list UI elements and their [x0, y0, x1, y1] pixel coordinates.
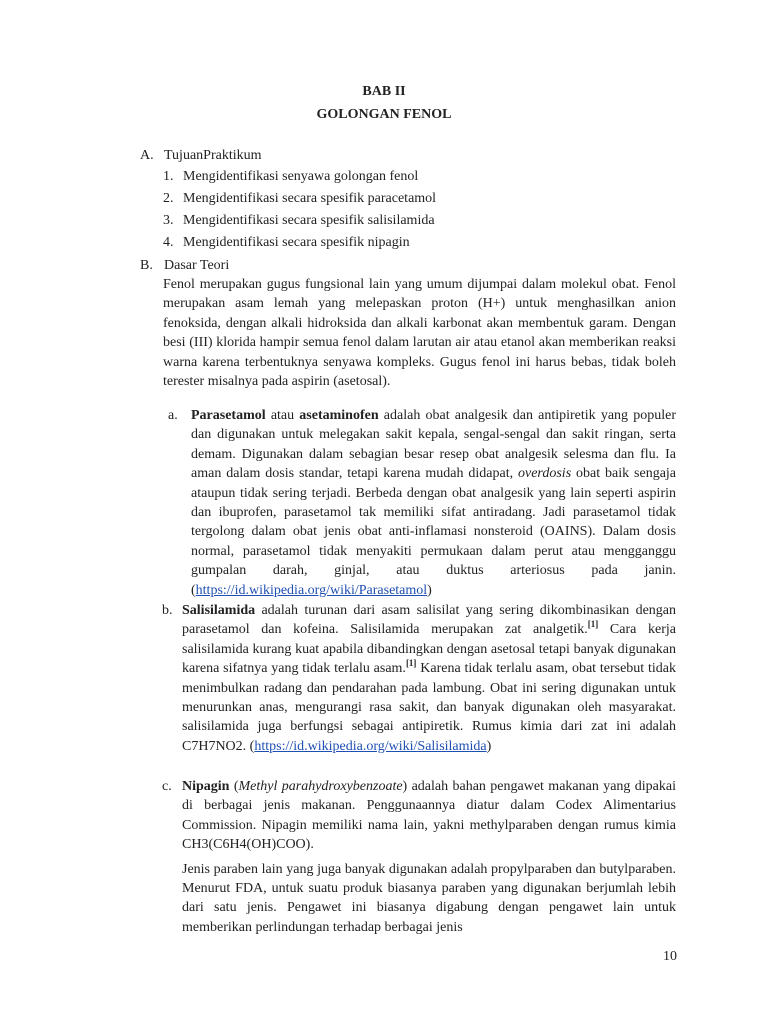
list-item-number: 4. — [163, 235, 174, 250]
text-span: ) adalah bahan pengawet makanan yang dipakai di berbagai jenis makanan. Penggunaannya diatur dalam Codex Alimentarius Commission. Nipagin memiliki nama lain, yakni methylparaben dengan rumus kimia CH3(C6H4(OH)COO). — [182, 779, 676, 853]
item-paragraph-2: Jenis paraben lain yang juga banyak digunakan adalah propylparaben dan butylparaben. Menurut FDA, untuk suatu produk biasanya paraben yang digunakan berjumlah lebih dari satu jenis. Pengawet ini biasanya digabung dengan pengawet lain untuk memberikan perlindungan terhadap berbagai jenis — [182, 861, 676, 935]
item-letter: b. — [162, 603, 173, 618]
text-span: ) — [486, 738, 492, 754]
list-item-text: Mengidentifikasi senyawa golongan fenol — [183, 169, 419, 184]
italic-chemical-name: Methyl parahydroxybenzoate — [238, 779, 403, 794]
section-a-letter: A. — [140, 148, 154, 163]
citation-marker[interactable]: [1] — [587, 619, 599, 630]
italic-overdosis: overdosis — [518, 466, 572, 482]
section-b-heading — [140, 255, 229, 277]
text-span: atau — [265, 408, 300, 423]
text-span: adalah turunan dari asam salisilat yang sering dikombinasikan dengan parasetamol dan kofeina. Salisilamida merupakan zat analgetik. — [182, 603, 676, 638]
list-item — [163, 188, 436, 210]
list-item-text: Mengidentifikasi secara spesifik salisilamida — [183, 213, 435, 228]
chapter-number: BAB II — [362, 84, 406, 99]
list-item-text: Mengidentifikasi secara spesifik paracetamol — [183, 191, 437, 206]
item-parasetamol — [168, 406, 676, 600]
text-span: Karena tidak terlalu asam, obat tersebut tidak menimbulkan radang dan pendarahan pada lambung. Obat ini sering digunakan untuk menurunkan anas, mengurangi rasa sakit, dan banyak digunakan oleh masyarakat. salisilamida juga berfungsi sebagai antipiretik. Rumus kimia dari zat ini adalah C7H7NO2. ( — [182, 661, 676, 754]
text-span: ) — [427, 582, 432, 598]
list-item-number: 1. — [163, 169, 174, 184]
item-nipagin — [162, 777, 676, 937]
list-item-number: 2. — [163, 191, 174, 206]
text-span: obat baik sengaja ataupun tidak sering terjadi. Berbeda dengan obat analgesik yang lain seperti aspirin dan ibuprofen, parasetamol tak memiliki sifat antiradang. Jadi parasetamol tidak tergolong dalam obat jenis obat anti-inflamasi nonsteroid (OAINS). Dalam dosis normal, parasetamol tidak menyakiti permukaan dalam perut atau mengganggu gumpalan darah, ginjal, atau duktus arteriosus pada janin. ( — [191, 466, 677, 598]
wikipedia-link-parasetamol[interactable]: https://id.wikipedia.org/wiki/Parasetamol — [195, 582, 428, 598]
list-item — [163, 210, 436, 232]
term-parasetamol: Parasetamol — [191, 408, 266, 423]
term-salisilamida: Salisilamida — [182, 603, 256, 618]
list-item — [163, 232, 436, 254]
section-a-heading — [140, 145, 262, 167]
term-asetaminofen: asetaminofen — [299, 408, 379, 423]
text-span: adalah obat analgesik dan antipiretik yang populer dan digunakan untuk melegakan sakit kepala, sengal-sengal dan sakit ringan, serta demam. Digunakan dalam sebagian besar resep obat analgesik selesma dan flu. Ia aman dalam dosis standar, tetapi karena mudah didapat, — [191, 408, 676, 482]
item-letter: a. — [168, 408, 178, 423]
item-salisilamida — [162, 601, 676, 756]
section-a-title: TujuanPraktikum — [164, 148, 262, 163]
page-number: 10 — [663, 949, 677, 964]
item-paragraph — [182, 601, 676, 756]
wikipedia-link-salisilamida[interactable]: https://id.wikipedia.org/wiki/Salisilamida — [254, 738, 487, 754]
term-nipagin: Nipagin — [182, 779, 230, 794]
theory-intro-paragraph: Fenol merupakan gugus fungsional lain yang umum dijumpai dalam molekul obat. Fenol merupakan asam lemah yang melepaskan proton (H+) untuk menghasilkan anion fenoksida, dengan alkali hidroksida dan alkali karbonat akan membentuk garam. Dengan besi (III) klorida hampir semua fenol dalam larutan air atau etanol akan memberikan reaksi warna karena terbentuknya senyawa kompleks. Gugus fenol ini harus bebas, tidak boleh terester misalnya pada aspirin (asetosal). — [163, 277, 676, 390]
section-b-title: Dasar Teori — [164, 258, 230, 273]
list-item-number: 3. — [163, 213, 174, 228]
item-letter: c. — [162, 779, 172, 794]
chapter-title: GOLONGAN FENOL — [316, 107, 452, 122]
list-item-text: Mengidentifikasi secara spesifik nipagin — [183, 235, 410, 250]
item-paragraph — [191, 406, 676, 600]
text-span: Cara kerja salisilamida kurang kuat apabila dibandingkan dengan asetosal tetapi banyak digunakan karena sifatnya yang tidak terlalu asam. — [182, 622, 676, 677]
item-paragraph — [182, 777, 676, 855]
citation-marker[interactable]: [1] — [405, 658, 417, 669]
list-item — [163, 166, 436, 188]
text-span: ( — [229, 779, 239, 794]
objectives-list — [163, 166, 436, 254]
section-b-letter: B. — [140, 258, 153, 273]
